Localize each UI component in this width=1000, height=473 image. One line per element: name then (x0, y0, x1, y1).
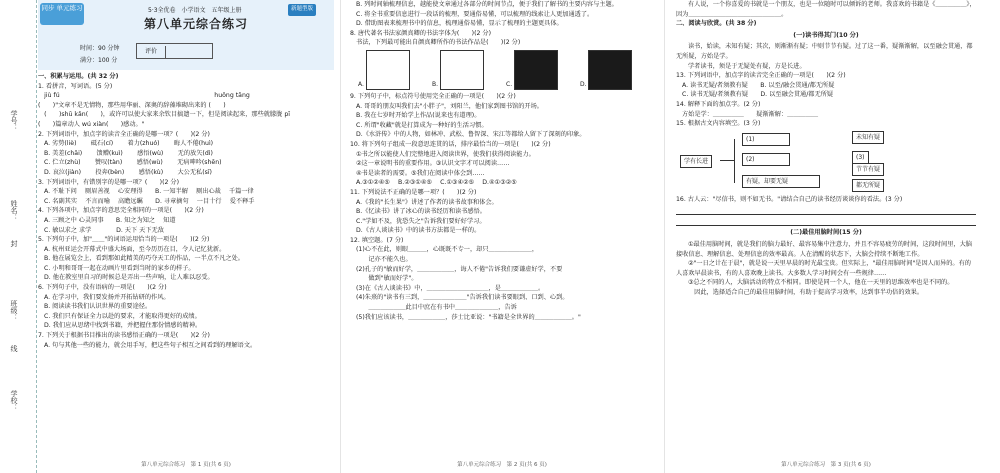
section-heading: 二、阅读与欣赏。(共 38 分) (676, 20, 757, 28)
diagram-connector (734, 139, 735, 183)
page-footer: 第八单元综合练习 第 2 页(共 6 页) (457, 462, 547, 469)
margin-label-line: 线 (10, 345, 18, 352)
margin-label-id: 学号： (10, 110, 18, 131)
calligraphy-image-c[interactable]: C. (514, 50, 558, 90)
flow-diagram (676, 131, 976, 193)
option: A. 读书无疑/者须教有疑 B. 以至/融会贯通/都无所疑 (682, 81, 835, 89)
passage-text: ③总之不同的人，大脑活动的特点不相同。即使是同一个人，他在一天里的思维效率也是不同的。 (688, 279, 954, 287)
time-info: 时间：90 分钟 (80, 45, 120, 52)
option: C. 将全书重要信息进行一段话的梳理，要通俗易懂，可以梳理的线索让人更加通透了。 (356, 10, 594, 18)
option: B. 我在七岁时开始学上作品(说来也有道理)。 (356, 112, 481, 120)
page-3 (676, 0, 976, 473)
option: A. 杭州亚运会开幕式中盛大场面，至今历历在目，令人记忆犹新。 (44, 245, 226, 253)
option: A. 句与其他一些的能力，就会用手写，把这些句子相互之间看到的理解语文。 (44, 341, 257, 349)
score-info: 满分：100 分 (80, 57, 118, 64)
option: C. 名副其实 不言而喻 高瞻远瞩 D. 寻章摘句 一目十行 爱不释手 (44, 197, 255, 205)
page-footer: 第八单元综合练习 第 1 页(共 6 页) (141, 462, 231, 469)
score-box (136, 43, 213, 59)
page-1 (38, 0, 334, 473)
option: B. 他在展览会上，看到那如此精美的巧夺天工的作品，一半点不凡之处。 (44, 255, 244, 263)
answer-line[interactable] (676, 205, 976, 215)
option: C. 所谓"收藏"就是打算成为一种好的生活习惯。 (356, 121, 488, 129)
text-line: ( )篇章动人 wú xiàn( )感动。" (38, 120, 145, 128)
option: A. 不耻下问 厕眉善视 心安理得 B. 一知半解 厕出心裁 千篇一律 (44, 188, 254, 196)
column-divider (340, 0, 341, 473)
page-2 (350, 0, 654, 473)
question-cont: 书法，下列最可能出自颜真卿所作的书法作品是( )(2 分) (350, 39, 521, 47)
text-line: ( )shū kǎn( )，或许可以使大家来余钦目搞遗一下，但是阅读起来，那些就朦胧 pī (38, 111, 290, 119)
fill-line[interactable]: (1)心不在此，则眼＿＿＿，心既既不专一，却只＿＿＿＿＿＿＿， (356, 246, 539, 254)
option: B. 美差(chāi) 馈赠(kuì) 感悟(wù) 无的放矢(dì) (44, 149, 213, 157)
option: ②这一章说明书的重要作用。③认识文字才可以阅读…… (356, 160, 510, 168)
page-footer: 第八单元综合练习 第 3 页(共 6 页) (781, 462, 871, 469)
passage-title: (二)最佳用脑时间(15 分) (790, 229, 862, 237)
page-title: 第八单元综合练习 (144, 17, 249, 31)
option: C."学如不及，犹恐失之"告诉我们要好好学习。 (356, 217, 486, 225)
passage-title: (一)读书得其门(10 分) (793, 31, 859, 39)
passage-text: ②"一日之计在于晨"，就是说一天里早晨的时光最宝贵。但实际上，"最佳用脑时间"是因人而异的。有的人喜欢早晨读书，有的人喜欢晚上读书。大多数人学习时间会有一些规律…… (676, 260, 971, 277)
q1-block (38, 82, 334, 140)
diagram-root: 学有长进 (680, 155, 712, 169)
diagram-stage-3: 都无所疑 (852, 179, 884, 193)
option: C. 伫立(zhù) 赞叹(tàn) 感悟(wù) 无病呻吟(shēn) (44, 159, 222, 167)
option: C. 读书无疑/者须教有疑 D. 以至融会贯通/都无所疑 (682, 91, 834, 99)
column-divider (664, 0, 665, 473)
question: 6. 下列句子中，没有语病的一项是( )(2 分) (38, 284, 167, 292)
fill-line[interactable]: (5)我们应该读书，＿＿＿＿＿＿，莎士比亚说："书籍是全世界的＿＿＿＿＿＿。" (356, 313, 581, 321)
page-header (38, 0, 334, 70)
badge-logo: 同步 单元练习 (40, 3, 84, 25)
diagram-slot-2[interactable]: (2) (742, 153, 790, 167)
fill-line: 记亦不能久也。 (356, 256, 412, 264)
option: D. 借助图表来梳理书中的信息，梳理通俗易懂，显示了梳理的主题更具体。 (356, 20, 563, 28)
option: D. 他在教室里自习的时候总是弄出一些声响，让人难以忍受。 (44, 274, 214, 282)
question: 4. 下列各项中，加点字的意思完全相同的一项是( )(2 分) (38, 207, 204, 215)
option: C. 敏以求之 求学 D. 天下 天下无敌 (44, 226, 164, 234)
option: A.③①②④⑤ B.②③①④⑤ C.①③④②⑤ D.④①③②⑤ (356, 179, 517, 187)
fill-line[interactable]: (4)朱熹的"读书有三到，＿＿＿＿＿＿＿"告诉我们读书要眼到、口到、心到。 (356, 294, 569, 302)
text-line: ( )"文章不是无情物，那些用华丽、深奥的辞藻堆砌出来的 ( ) (38, 101, 226, 109)
option: C. 我们只有保证全力以赴的要求，才能取得更好的成绩。 (44, 312, 201, 320)
fill-line[interactable]: 方始是学：＿＿＿＿＿ 疑渐渐解：＿＿＿＿＿ (682, 110, 819, 118)
option: ①书之所以能使人们完整地进入阅读世界，使我们获得阅读能力。 (356, 150, 535, 158)
question: 16. 古人云："尽信书，则不如无书。"请结合自己的读书经历谈谈你的看法。(3 分) (676, 195, 903, 203)
series-name: 5·3全优卷 小学语文 五年级上册 (148, 7, 242, 14)
passage-text: 读书，始读，未知有疑；其次，则渐渐有疑；中则节节有疑。过了这一番，疑渐渐解，以至融会贯通，都无所疑，方始是学。 (676, 43, 973, 60)
question: 7. 下列关于根据书目推出的读书感悟正确的一项是( )(2 分) (38, 332, 210, 340)
question: 10. 将下列句子组成一段意思连贯的话，排序最恰当的一项是( )(2 分) (350, 140, 551, 148)
option: D. 哀泣(jiàn) 投奔(bèn) 感悟(kù) 大公无私(sī) (44, 168, 212, 176)
question: 11. 下列说法不正确的是哪一项？( )(2 分) (350, 188, 477, 196)
margin-label-school: 学校： (10, 390, 18, 411)
option: A. 三顾之中 心灵同事 B. 知之为知之 知道 (44, 216, 176, 224)
option: B. 阅读读书我们认识世界的重要途径。 (44, 303, 152, 311)
fill-line: 做到"敏而好学"。 (356, 275, 418, 283)
intro-text: 有人说，一个你喜爱的书就是一个朋友，也是一位随时可以倾诉的老师。我喜欢的书籍是《＿＿＿＿＿》，因为＿＿＿＿＿＿＿＿＿＿＿＿＿＿＿。 (676, 1, 976, 18)
option: A. 哥哥的朋友叫我们去"小胖子"，刘阳兰，他们家到图书馆的开场。 (356, 102, 543, 110)
option: B.《忆读书》讲了冰心的读书经历和读书感悟。 (356, 208, 486, 216)
diagram-stage-2: 节节有疑 (852, 163, 884, 177)
diagram-mid: 有疑，却要无疑 (742, 175, 820, 189)
option: D.《水浒传》中的人物，如林冲、武松、鲁智深、宋江等都给人留下了深刻的印象。 (356, 131, 586, 139)
calligraphy-image-d[interactable]: D. (588, 50, 632, 90)
option: A.《我的"长生果"》讲述了作者的读书故事和体会。 (356, 198, 498, 206)
binding-margin (0, 0, 37, 473)
text-line: 1. 看拼音，写词语。(5 分) (38, 82, 113, 90)
option: C. 小明和哥哥一起在动画片里看到当时的家乡的样子。 (44, 264, 195, 272)
text-line: 2. 下列词语中，加点字的读音全正确的是哪一项？( )(2 分) (38, 130, 210, 138)
question: 12. 填空题。(7 分) (350, 236, 404, 244)
diagram-slot-1[interactable]: (1) (742, 133, 790, 147)
question: 15. 根据古文内容填空。(3 分) (676, 120, 761, 128)
calligraphy-image-b[interactable]: B. (440, 50, 484, 90)
question: 14. 解释下面的加点字。(2 分) (676, 100, 761, 108)
option: D. 我们应从思绪中找到书籍，并把握住那份情感的精神。 (44, 322, 202, 330)
answer-line[interactable] (676, 216, 976, 226)
option: B. 列时间轴梳理信息，越能使文章通过各部分的时间节点，便于我们了解书的主要内容与主题。 (356, 1, 618, 8)
section-heading: 一、积累与运用。(共 32 分) (38, 73, 119, 80)
question: 5. 下列句子中，加"＿＿"的词语运用恰当的一项是( )(2 分) (38, 236, 210, 244)
question: 8. 唐代著名书法家颜真卿的书法字体为( )(2 分) (350, 29, 491, 37)
text-line: jiù fú huǒng tāng (38, 92, 250, 100)
margin-label-seal: 封 (10, 240, 18, 247)
option: A. 劣势(liè) 砥石(cí) 着力(zhuó) 晦人不倦(huì) (44, 140, 214, 148)
margin-label-class: 班级： (10, 300, 18, 321)
option: D.《古人谈读书》中的读书方法都是一样的。 (356, 227, 481, 235)
question: 9. 下列句子中，标点符号使用完全正确的一项是( )(2 分) (350, 92, 516, 100)
fill-line[interactable]: (3)在《古人谈读书》中，＿＿＿＿＿＿＿＿＿＿，是＿＿＿＿＿＿。 (356, 284, 545, 292)
diagram-slot-3[interactable]: (3) (852, 151, 869, 165)
fill-line[interactable]: (2)孔子的"敏而好学，＿＿＿＿＿＿，诲人不倦"告诉我们要谦虚好学，不要 (356, 265, 563, 273)
diagram-stage-1: 未知有疑 (852, 131, 884, 145)
passage-text: ①最佳用脑时间，就是我们的脑力最好、最容易集中注意力，并且不容易疲劳的时间，这段时间里，大脑接收信息、理解信息、处理信息的效率最高。人在清醒的状态下，大脑会持续不断地工作。 (676, 240, 972, 258)
edition-tag: 新题型版 (288, 4, 316, 16)
option: A. 在学习中，我们要发扬并开拓钻研的作风。 (44, 293, 170, 301)
calligraphy-image-a[interactable]: A. (366, 50, 410, 90)
score-label: 评价 (137, 46, 166, 58)
diagram-connector (720, 160, 734, 161)
option: ④书是读者的需要。⑤我们在阅读中体会到…… (356, 169, 485, 177)
passage-text: 因此，选择适合自己的最佳用脑时间，有助于提高学习效率，达到事半功倍的效果。 (688, 288, 924, 296)
passage-text: 学者读书，须是于无疑处有疑，方是长进。 (688, 62, 806, 70)
margin-label-name: 姓名： (10, 200, 18, 221)
question: 13. 下列词语中，加点字的读音完全正确的一项是( )(2 分) (676, 72, 846, 80)
calligraphy-options (356, 50, 654, 90)
question: 3. 下列词语中，有错别字的是哪一项？( )(2 分) (38, 178, 179, 186)
fill-line[interactable]: ＿＿＿＿＿＿此目中庶在有书中＿＿＿＿＿＿＿，告诉 (356, 304, 517, 312)
